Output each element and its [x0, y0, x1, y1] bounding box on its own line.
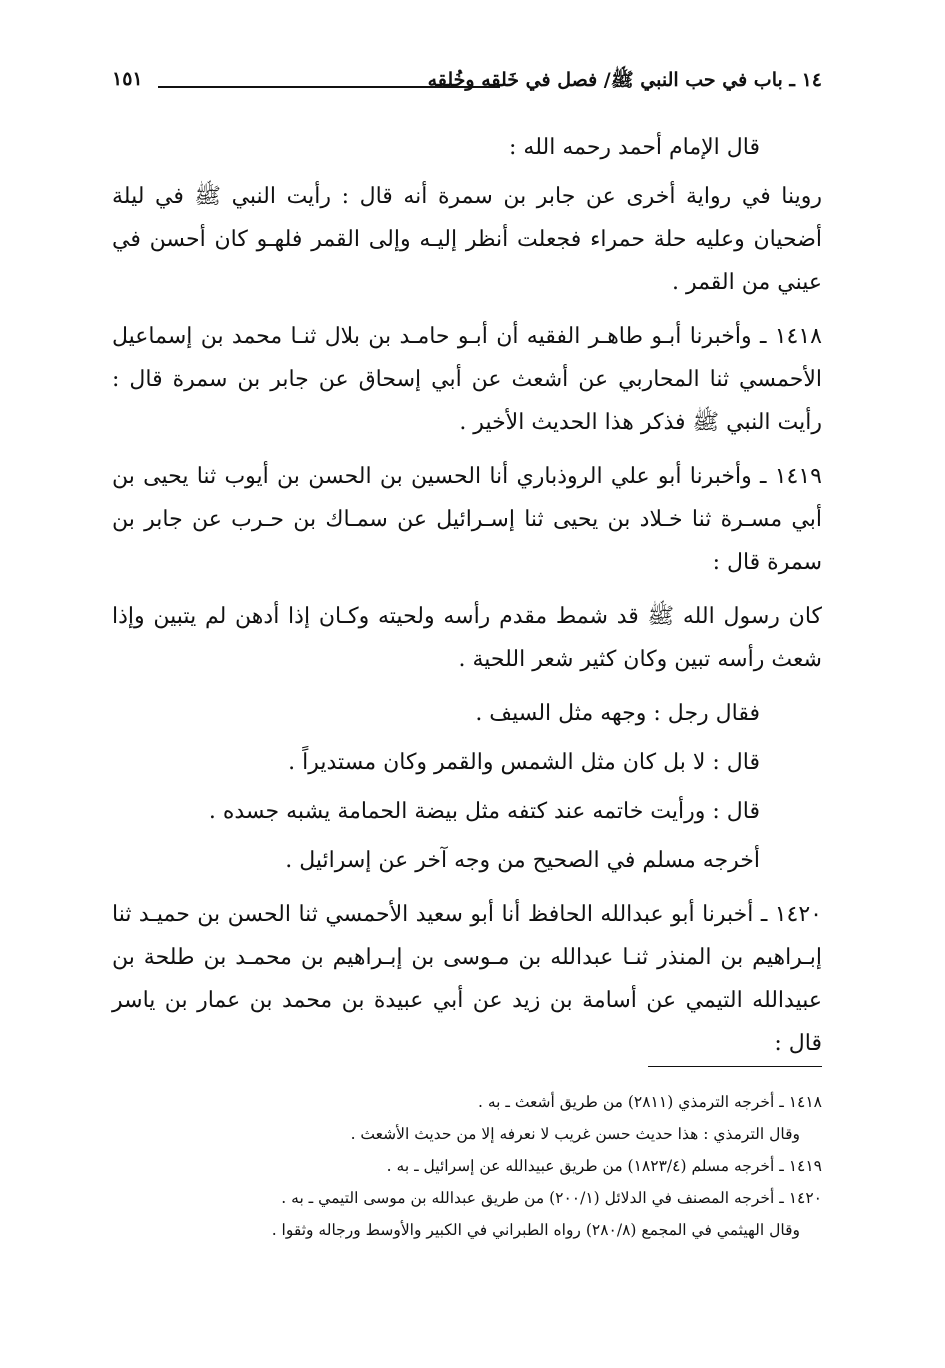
- footnote-1419: ١٤١٩ ـ أخرجه مسلم (١٨٢٣/٤) من طريق عبيدالله عن إسرائيل ـ به .: [386, 1157, 822, 1175]
- paragraph-hadith-1419: ١٤١٩ ـ وأخبرنا أبو علي الروذباري أنا الحسين بن الحسن بن أيوب ثنا يحيى بن أبي مسـرة ثنا خـلاد بن يحيى ثنا إسـرائيل عن سمـاك بن حـرب عن جابر بن سمرة قال :: [112, 464, 822, 575]
- footnote-separator: [648, 1066, 822, 1067]
- footnote-1418: ١٤١٨ ـ أخرجه الترمذي (٢٨١١) من طريق أشعث ـ به .: [477, 1093, 822, 1111]
- paragraph-man-said: فقال رجل : وجهه مثل السيف .: [475, 701, 760, 726]
- running-header: [112, 66, 822, 106]
- paragraph-hadith-1419-text: كان رسول الله ﷺ قد شمط مقدم رأسه ولحيته وكـان إذا أدهن لم يتبين وإذا شعث رأسه تبين وكان كثير شعر اللحية .: [112, 604, 822, 672]
- paragraph-he-said-1: قال : لا بل كان مثل الشمس والقمر وكان مستديراً .: [288, 750, 760, 775]
- paragraph-hadith-1418: ١٤١٨ ـ وأخبرنا أبـو طاهـر الفقيه أن أبـو حامـد بن بلال ثنـا محمد بن إسماعيل الأحمسي ثنا المحاربي عن أشعث عن أبي إسحاق عن جابر بن سمرة قال : رأيت النبي ﷺ فذكر هذا الحديث الأخير .: [112, 324, 822, 435]
- header-title: ١٤ ـ باب في حب النبي ﷺ/ فصل في خَلقه وخُلقه: [427, 69, 822, 91]
- main-text: [112, 126, 822, 1076]
- footnotes: [112, 1086, 822, 1246]
- footnote-1420: ١٤٢٠ ـ أخرجه المصنف في الدلائل (٢٠٠/١) من طريق عبدالله بن موسى التيمي ـ به .: [281, 1189, 822, 1207]
- paragraph-intro: قال الإمام أحمد رحمه الله :: [509, 135, 760, 160]
- page-number: ١٥١: [112, 68, 143, 90]
- paragraph-hadith-1420: ١٤٢٠ ـ أخبرنا أبو عبدالله الحافظ أنا أبو سعيد الأحمسي ثنا الحسن بن حميـد ثنا إبـراهيم بن المنذر ثنـا عبدالله بن مـوسى بن إبـراهيم بن محمـد بن طلحة بن عبيدالله التيمي عن أسامة بن زيد عن أبي عبيدة بن محمد بن عمار بن ياسر قال :: [112, 902, 822, 1056]
- header-rule: [158, 86, 500, 88]
- footnote-1418-note: وقال الترمذي : هذا حديث حسن غريب لا نعرفه إلا من حديث الأشعث .: [350, 1125, 800, 1143]
- paragraph-muslim-source: أخرجه مسلم في الصحيح من وجه آخر عن إسرائيل .: [285, 848, 760, 873]
- footnote-1420-note: وقال الهيثمي في المجمع (٢٨٠/٨) رواه الطبراني في الكبير والأوسط ورجاله وثقوا .: [271, 1221, 800, 1239]
- paragraph-narration: روينا في رواية أخرى عن جابر بن سمرة أنه قال : رأيت النبي ﷺ في ليلة أضحيان وعليه حلة حمراء فجعلت أنظر إليـه وإلى القمر فلهـو كان أحسن في عيني من القمر .: [112, 184, 822, 295]
- paragraph-he-said-2: قال : ورأيت خاتمه عند كتفه مثل بيضة الحمامة يشبه جسده .: [208, 799, 760, 824]
